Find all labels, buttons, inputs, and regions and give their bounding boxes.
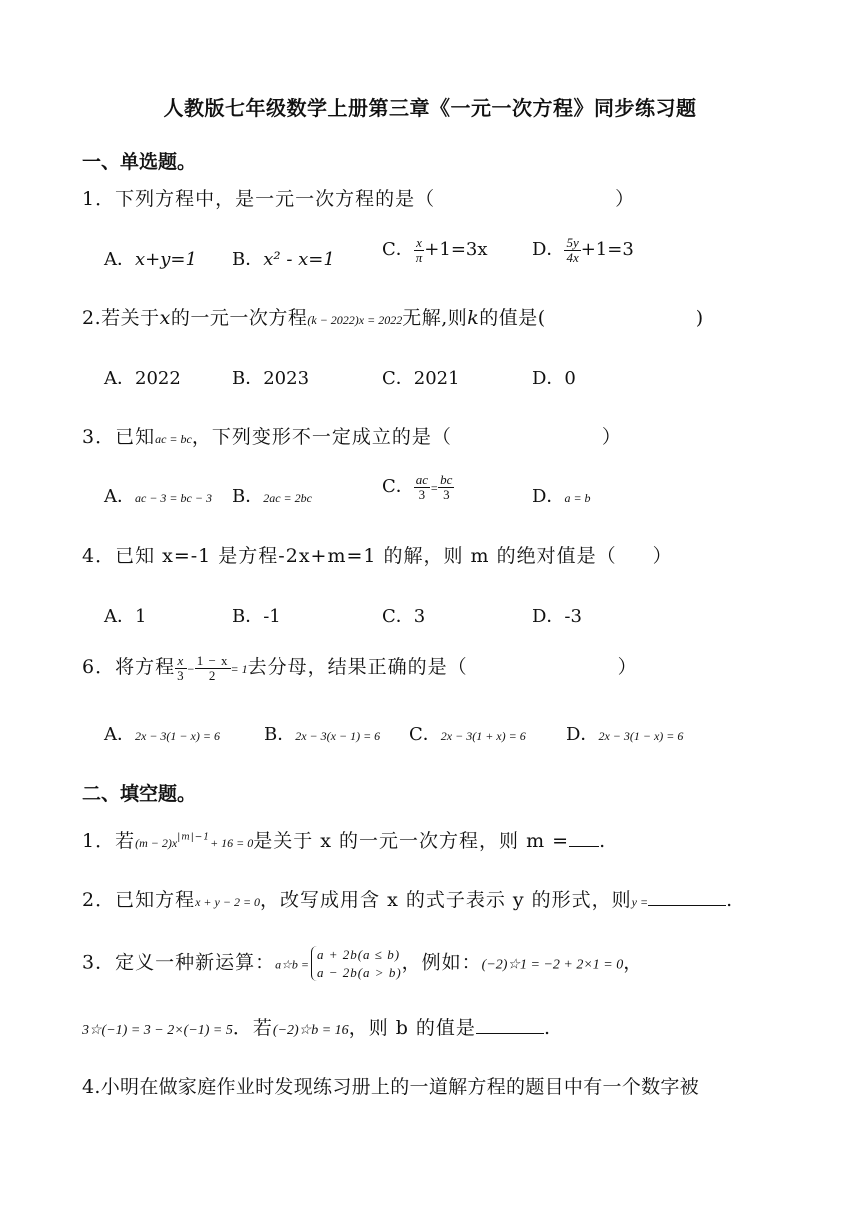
option-d[interactable]: D．-3 [532, 606, 582, 627]
option-d[interactable]: D． $\frac{5y}{4x}$ +1=3 [532, 234, 634, 265]
option-c[interactable]: C． $\frac{x}{\pi}$ +1=3x [382, 234, 488, 265]
question-2: 2.若关于x的一元一次方程(k − 2022)x = 2022无解,则k的值是( ) [82, 307, 704, 329]
fill-question-3: 3．定义一种新运算：a☆b = a + 2b(a ≤ b) a − 2b(a > b) ，例如：(−2)☆1 = −2 + 2×1 = 0， [82, 947, 644, 980]
question-1 [82, 184, 635, 211]
fill-question-1: 1．若$(m - 2)x^{|m|-1}+ 16 = 0$是关于 x 的一元一次方程，则 m = . [82, 830, 607, 852]
question-1-close: ） [615, 188, 636, 210]
section-single-choice: 一、单选题。 [82, 151, 197, 173]
question-4: 4．已知 x=-1 是方程-2x+m=1 的解，则 m 的绝对值是（ ） [82, 545, 673, 567]
option-c[interactable]: C．2021 [382, 368, 460, 389]
question-3: 3．已知ac = bc，下列变形不一定成立的是（ ） [82, 426, 622, 448]
answer-blank[interactable] [569, 832, 599, 847]
option-b[interactable]: B．-1 [232, 606, 281, 627]
option-c[interactable]: C．2x − 3(1 + x) = 6 [409, 724, 526, 745]
option-a[interactable]: A．x+y=1 [104, 249, 197, 270]
fill-question-3-line-2: 3☆(−1) = 3 − 2×(−1) = 5．若(−2)☆b = 16，则 b 的值是 . [82, 1017, 551, 1039]
option-c[interactable]: C． $\frac{ac}{3}$ = $\frac{bc}{3}$ [382, 471, 453, 502]
question-6: 6．将方程 $\frac{x}{3}$ − $\frac{1 - x}{2}$ = 1去分母，结果正确的是（ ） [82, 652, 638, 683]
fill-question-2: 2．已知方程x + y − 2 = 0，改写成用含 x 的式子表示 y 的形式，则y = . [82, 889, 734, 911]
option-a[interactable]: A．1 [104, 606, 147, 627]
case-brace: a + 2b(a ≤ b) a − 2b(a > b) [311, 946, 402, 981]
option-c[interactable]: C．3 [382, 606, 426, 627]
option-b[interactable]: B．2x − 3(x − 1) = 6 [264, 724, 381, 745]
section-fill-blank: 二、填空题。 [82, 783, 197, 805]
page-title: 人教版七年级数学上册第三章《一元一次方程》同步练习题 [163, 96, 697, 120]
option-b[interactable]: B．2ac = 2bc [232, 486, 312, 507]
option-d[interactable]: D．0 [532, 368, 576, 389]
option-b[interactable]: B．2023 [232, 368, 310, 389]
answer-blank[interactable] [476, 1019, 544, 1034]
option-a[interactable]: A．2022 [104, 368, 181, 389]
option-d[interactable]: D．a = b [532, 486, 591, 507]
option-d[interactable]: D．2x − 3(1 − x) = 6 [566, 724, 684, 745]
question-2-equation: (k − 2022)x = 2022 [307, 313, 403, 327]
fill-question-4: 4.小明在做家庭作业时发现练习册上的一道解方程的题目中有一个数字被 [82, 1076, 700, 1098]
option-a[interactable]: A．ac − 3 = bc − 3 [104, 486, 212, 507]
answer-blank[interactable] [648, 891, 726, 906]
option-a[interactable]: A．2x − 3(1 − x) = 6 [104, 724, 220, 745]
question-1-stem: 1．下列方程中，是一元一次方程的是（ [82, 188, 436, 210]
option-b[interactable]: B．x² - x=1 [232, 249, 335, 270]
